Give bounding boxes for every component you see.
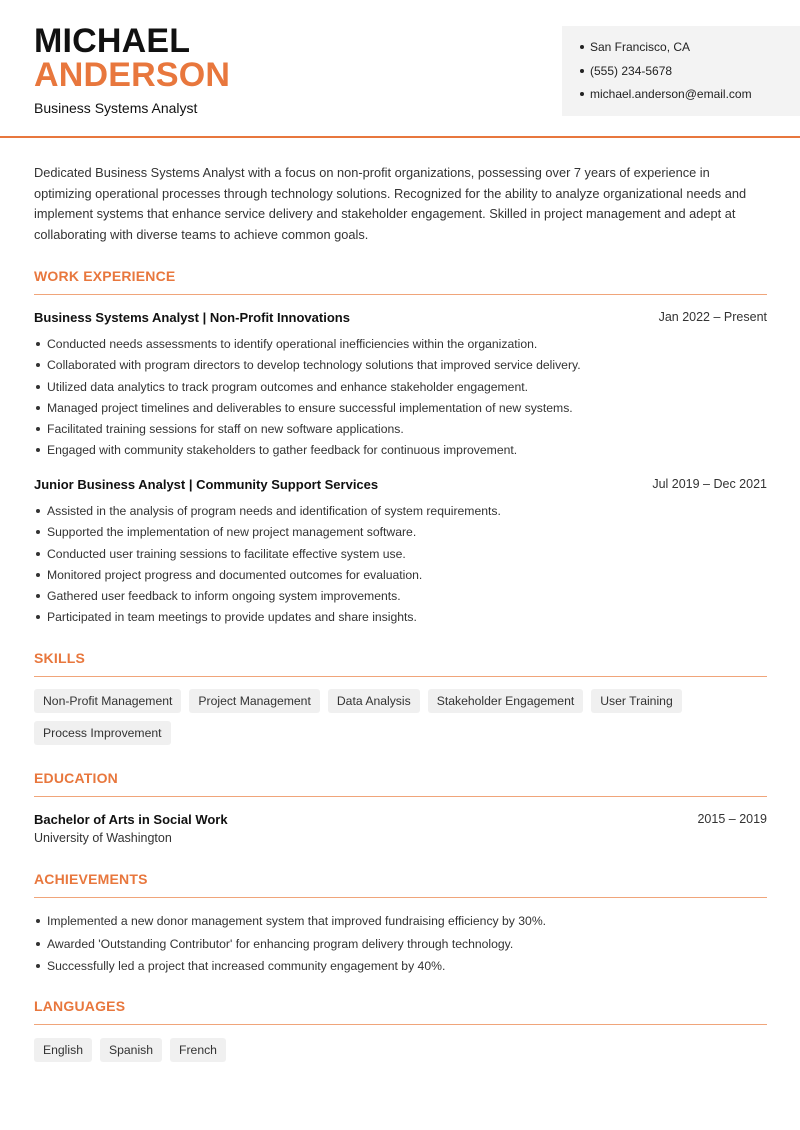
list-item: Successfully led a project that increased community engagement by 40%.	[34, 958, 767, 981]
achievements-heading: ACHIEVEMENTS	[34, 871, 148, 887]
list-item: Gathered user feedback to inform ongoing system improvements.	[34, 588, 767, 609]
contact-list	[580, 39, 800, 110]
contact-box	[562, 26, 800, 116]
list-item: Monitored project progress and documented outcomes for evaluation.	[34, 567, 767, 588]
section-divider	[34, 897, 767, 898]
job-title-company: Junior Business Analyst | Community Support Services	[34, 477, 379, 492]
language-tag: English	[34, 1038, 92, 1062]
section-divider	[34, 1024, 767, 1025]
list-item: Engaged with community stakeholders to gather feedback for continuous improvement.	[34, 442, 767, 463]
section-divider	[34, 294, 767, 295]
list-item: Implemented a new donor management system that improved fundraising efficiency by 30%.	[34, 913, 767, 936]
education-heading: EDUCATION	[34, 770, 118, 786]
last-name: ANDERSON	[34, 56, 231, 94]
list-item: Assisted in the analysis of program needs and identification of system requirements.	[34, 503, 767, 524]
list-item: Facilitated training sessions for staff on new software applications.	[34, 421, 767, 442]
skill-tag: Data Analysis	[328, 689, 420, 713]
languages-heading: LANGUAGES	[34, 998, 126, 1014]
skill-tag: Process Improvement	[34, 721, 171, 745]
summary: Dedicated Business Systems Analyst with a focus on non-profit organizations, possessing over 7 years of experience in optimizing operational processes through technology solutions. Recognized for the ability to analyze organizational needs and implement systems that enhance service delivery and stakeholder engagement. Skilled in project management and adept at collaborating with diverse teams to achieve common goals.	[34, 165, 747, 243]
list-item: Managed project timelines and deliverables to ensure successful implementation of new systems.	[34, 400, 767, 421]
skills-tags	[34, 689, 767, 745]
skill-tag: Stakeholder Engagement	[428, 689, 584, 713]
contact-phone: (555) 234-5678	[580, 63, 800, 87]
work-experience-heading: WORK EXPERIENCE	[34, 268, 176, 284]
skill-tag: Project Management	[189, 689, 319, 713]
first-name: MICHAEL	[34, 22, 191, 60]
job-dates: Jan 2022 – Present	[658, 310, 767, 324]
list-item: Supported the implementation of new project management software.	[34, 524, 767, 545]
degree-title: Bachelor of Arts in Social Work	[34, 812, 228, 827]
resume-header	[0, 0, 800, 138]
education-dates: 2015 – 2019	[697, 812, 767, 826]
school-name: University of Washington	[34, 831, 172, 845]
list-item: Awarded 'Outstanding Contributor' for enhancing program delivery through technology.	[34, 936, 767, 959]
list-item: Collaborated with program directors to develop technology solutions that improved service delivery.	[34, 357, 767, 378]
languages-tags	[34, 1038, 767, 1062]
contact-email[interactable]: michael.anderson@email.com	[580, 86, 800, 110]
skills-heading: SKILLS	[34, 650, 85, 666]
job-bullets	[34, 336, 767, 464]
language-tag: French	[170, 1038, 226, 1062]
list-item: Conducted user training sessions to facilitate effective system use.	[34, 546, 767, 567]
job-dates: Jul 2019 – Dec 2021	[652, 477, 767, 491]
skill-tag: Non-Profit Management	[34, 689, 181, 713]
contact-location: San Francisco, CA	[580, 39, 800, 63]
list-item: Conducted needs assessments to identify operational inefficiencies within the organization.	[34, 336, 767, 357]
section-divider	[34, 796, 767, 797]
list-item: Participated in team meetings to provide updates and share insights.	[34, 609, 767, 630]
achievements-list	[34, 913, 767, 981]
section-divider	[34, 676, 767, 677]
job-title: Business Systems Analyst	[34, 100, 198, 116]
job-title-company: Business Systems Analyst | Non-Profit Innovations	[34, 310, 350, 325]
language-tag: Spanish	[100, 1038, 162, 1062]
skill-tag: User Training	[591, 689, 681, 713]
list-item: Utilized data analytics to track program outcomes and enhance stakeholder engagement.	[34, 379, 767, 400]
job-bullets	[34, 503, 767, 631]
